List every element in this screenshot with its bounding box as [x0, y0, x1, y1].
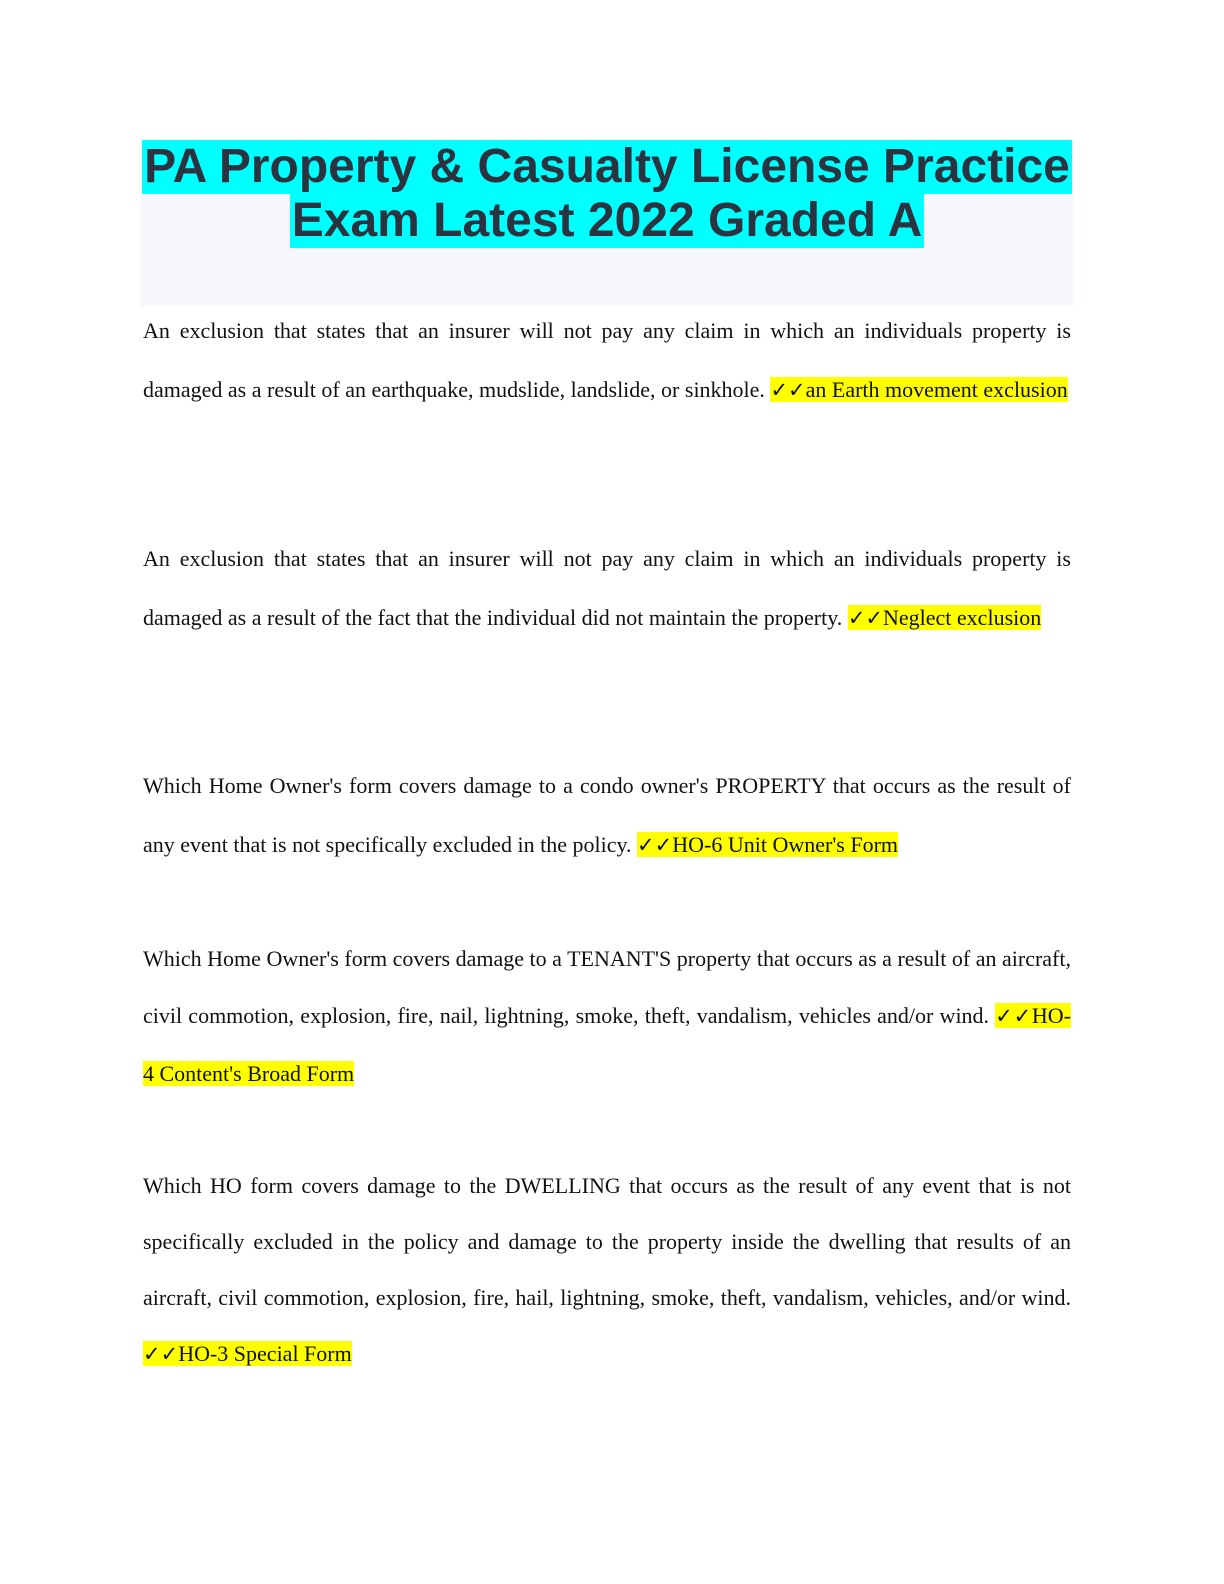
- answer-highlight: [143, 1341, 352, 1366]
- check-icon: ✓✓: [143, 1342, 179, 1366]
- question-text: Which HO form covers damage to the DWELLING that occurs as the result of any event that is not specifically excluded in the policy and damage to the property inside the dwelling that results of an aircraft, civil commotion, explosion, fire, hail, lightning, smoke, theft, vandalism, vehicles, and/or wind.: [143, 1173, 1071, 1310]
- question-text: An exclusion that states that an insurer will not pay any claim in which an individuals property is damaged as a result of an earthquake, mudslide, landslide, or sinkhole.: [143, 318, 1071, 402]
- qa-item-2: [143, 529, 1071, 648]
- answer-text: HO-3 Special Form: [178, 1341, 352, 1366]
- qa-item-5: [143, 1158, 1071, 1382]
- qa-item-4: [143, 930, 1071, 1102]
- answer-text: HO-6 Unit Owner's Form: [672, 832, 899, 857]
- check-icon: ✓✓: [770, 378, 806, 402]
- document-title: [140, 140, 1074, 306]
- answer-text: an Earth movement exclusion: [805, 377, 1068, 402]
- title-line-2: Exam Latest 2022 Graded A: [291, 194, 923, 247]
- question-text: Which Home Owner's form covers damage to a condo owner's PROPERTY that occurs as the result of any event that is not specifically excluded in the policy.: [143, 773, 1071, 857]
- question-text: An exclusion that states that an insurer will not pay any claim in which an individuals property is damaged as a result of the fact that the individual did not maintain the property.: [143, 546, 1071, 630]
- qa-item-1: [143, 301, 1071, 420]
- answer-highlight: [770, 377, 1067, 402]
- check-icon: ✓✓: [847, 606, 884, 630]
- question-text: Which Home Owner's form covers damage to a TENANT'S property that occurs as a result of an aircraft, civil commotion, explosion, fire, nail, lightning, smoke, theft, vandalism, vehicles and/or wind.: [143, 946, 1071, 1028]
- answer-highlight: [848, 605, 1041, 630]
- answer-text: HO-4 Content's Broad Form: [143, 1003, 1071, 1086]
- answer-highlight: [637, 832, 898, 857]
- check-icon: ✓✓: [995, 1004, 1032, 1028]
- title-line-1: PA Property & Casualty License Practice: [144, 140, 1070, 193]
- check-icon: ✓✓: [637, 833, 673, 857]
- qa-item-3: [143, 756, 1071, 875]
- answer-text: Neglect exclusion: [883, 605, 1042, 630]
